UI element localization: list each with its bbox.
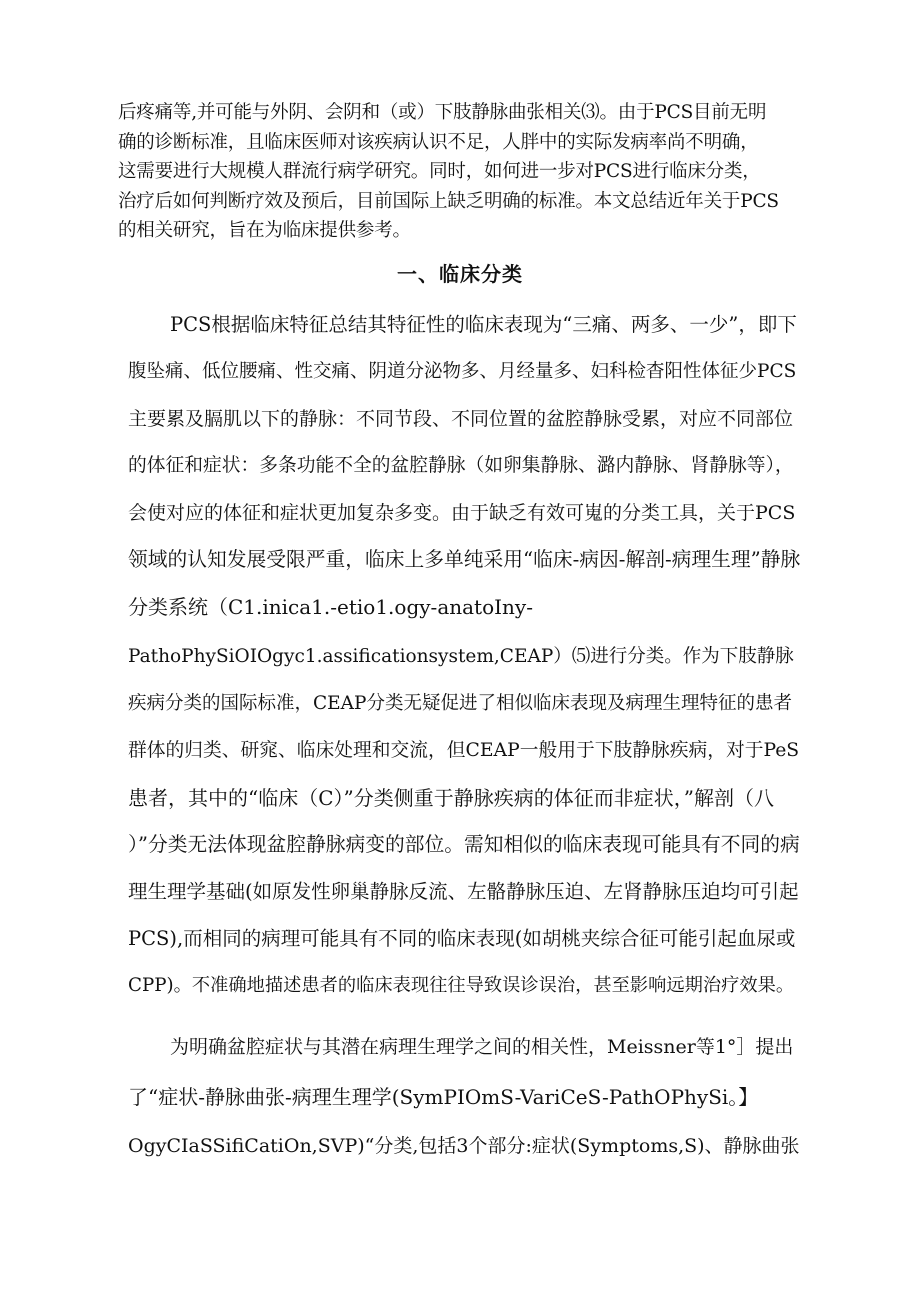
- intro-line: 治疗后如何判断疗效及预后，目前国际上缺乏明确的标准。本文总结近年关于PCS: [118, 190, 779, 212]
- body-line: ）”分类无法体现盆腔静脉病变的部位。需知相似的临床表现可能具有不同的病: [128, 833, 800, 856]
- body-line: 为明确盆腔症状与其潜在病理生理学之间的相关性，Meissner等1°］提出: [170, 1036, 794, 1058]
- body-line: 群体的归类、研窕、临床处理和交流，但CEAP一般用于下肢静脉疾病，对于PeS: [128, 740, 800, 761]
- section-heading: 一、临床分类: [397, 262, 523, 286]
- intro-line: 这需要进行大规模人群流行病学研究。同时，如何进一步对PCS进行临床分类，: [118, 161, 761, 182]
- intro-line: 后疼痛等,并可能与外阴、会阴和（或）下肢静脉曲张相关⑶。由于PCS目前无明: [118, 102, 767, 123]
- body-line: PathoPhySiOIOgyc1.assificationsystem,CEAP）⑸进行分类。作为下肢静脉: [128, 646, 794, 667]
- intro-line: 确的诊断标准，且临床医师对该疾病认识不足，人胖中的实际发病率尚不明确，: [118, 131, 759, 153]
- body-line: 的体征和症状：多条功能不全的盆腔静脉（如卵集静脉、潞内静脉、肾静脉等），: [128, 455, 794, 476]
- body-line: 理生理学基础(如原发性卵巢静脉反流、左骼静脉压迫、左肾静脉压迫均可引起: [128, 880, 799, 903]
- body-line: 分类系统（C1.inica1.-etio1.ogy-anatoIny-: [128, 595, 533, 619]
- body-line: OgyCIaSSifiCatiOn,SVP)“分类,包括3个部分:症状(Symptoms,S)、静脉曲张: [128, 1135, 800, 1157]
- body-line: 疾病分类的国际标准，CEAP分类无疑促进了相似临床表现及病理生理特征的患者: [128, 693, 792, 714]
- body-line: 会使对应的体征和症状更加复杂多变。由于缺乏有效可嵬的分类工具，关于PCS: [128, 502, 796, 524]
- body-line: 主要累及膈肌以下的静脉：不同节段、不同位置的盆腔静脉受累，对应不同部位: [128, 408, 794, 430]
- body-line: PCS根据临床特征总结其特征性的临床表现为“三痛、两多、一少”，即下: [170, 313, 797, 336]
- body-line: 了“症状-静脉曲张-病理生理学(SymPIOmS-VariCeS-PathOPhySi。】: [128, 1085, 759, 1109]
- body-line: 腹坠痛、低位腰痛、性交痛、阴道分泌物多、月经量多、妇科检杳阳性体征少PCS: [128, 361, 797, 382]
- body-line: 患者，其中的“临床（C）”分类侧重于静脉疾病的体征而非症状，”解剖（八: [128, 786, 774, 810]
- intro-paragraph: [118, 98, 818, 246]
- intro-line: 的相关研究，旨在为临床提供参考。: [118, 220, 411, 241]
- body-line: CPP)。不准确地描述患者的临床表现往往导致误诊误治，甚至影响远期治疗效果。: [128, 975, 795, 996]
- body-line: PCS),而相同的病理可能具有不同的临床表现(如胡桃夹综合征可能引起血尿或: [128, 927, 796, 950]
- body-line: 领域的认知发展受限严重，临床上多单纯采用“临床-病因-解剖-病理生理”静脉: [128, 548, 801, 571]
